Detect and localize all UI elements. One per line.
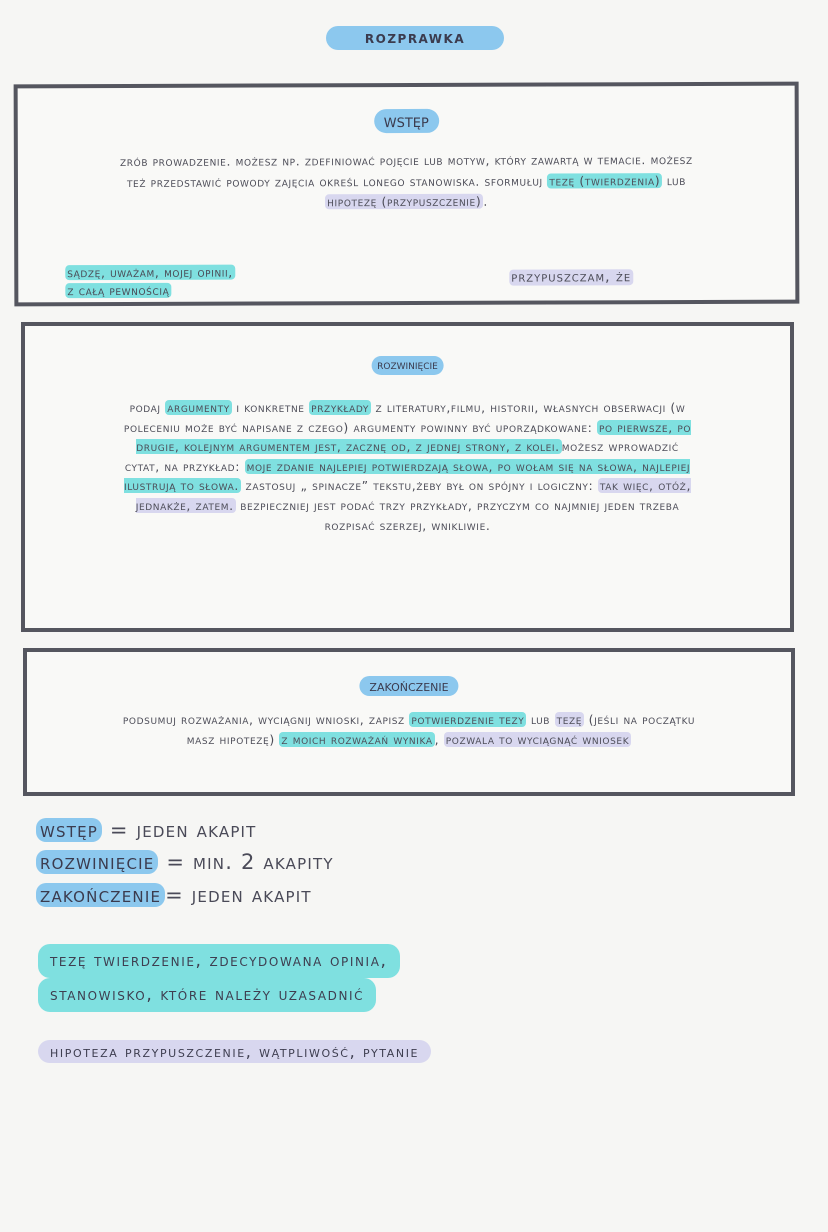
intro-section: [14, 82, 800, 307]
intro-text-part: lub: [662, 172, 686, 188]
thesis-phrases-line: sądzę, uważam, mojej opinii,: [67, 264, 233, 281]
body-text-part: możesz wprowadzić cytat, na przykład:: [124, 439, 679, 474]
hypothesis-definition: hipoteza przypuszczenie, wątpliwość, pytanie: [38, 1040, 431, 1063]
confirmation-highlight: potwierdzenie tezy: [411, 712, 525, 727]
ending-text-part: lub: [526, 712, 555, 727]
summary-value: = min. 2 akapity: [158, 850, 334, 874]
body-text: [25, 398, 790, 535]
thesis-phrases: [65, 264, 235, 301]
body-text-part: z literatury,filmu, historii, własnych obserwacji (w poleceniu może być napisane z czego) argumenty powinny być uporządkowane:: [123, 400, 686, 435]
connectors-highlight: tak więc, otóż, jednakże, zatem.: [135, 478, 692, 513]
ending-text-part: ,: [434, 732, 444, 747]
summary-line: [36, 850, 334, 874]
body-text-part: podaj: [129, 400, 166, 415]
ending-heading: zakończenie: [359, 676, 458, 696]
intro-text: [18, 150, 795, 214]
thesis-definition: [38, 944, 598, 1012]
page-title: rozprawka: [326, 26, 504, 50]
summary-line: [36, 883, 312, 907]
summary-key: rozwinięcie: [36, 850, 158, 874]
summary-key: zakończenie: [36, 883, 165, 907]
intro-text-part: zrób prowadzenie. możesz np. zdefiniować pojęcie lub motyw, który zawartą w temacie. możesz też przedstawić powody zajęcia określ lonego stanowiska. sformułuj: [119, 152, 693, 190]
arguments-highlight: argumenty: [167, 400, 230, 415]
summary-line: [36, 818, 257, 842]
ending-text-part: podsumuj rozważania, wyciągnij wnioski, zapisz: [122, 712, 410, 727]
thesis-phrases-line: z całą pewnością: [67, 282, 170, 299]
body-text-part: zastosuj „ spinacze” tekstu,żeby był on spójny i logiczny:: [240, 478, 598, 494]
thesis-definition-line: stanowisko, które należy uzasadnić: [38, 978, 376, 1012]
body-text-part: i konkretne: [231, 400, 310, 415]
quote-phrases-highlight: moje zdanie najlepiej potwierdzają słowa, po wołam się na słowa, najlepiej ilustrują to słowa.: [123, 458, 691, 494]
summary-key: wstęp: [36, 818, 102, 842]
order-phrases-highlight: po pierwsze, po drugie, kolejnym argumentem jest, zacznę od, z jednej strony, z kolei.: [136, 419, 692, 455]
summary-value: = jeden akapit: [102, 818, 257, 842]
body-heading: rozwinięcie: [371, 356, 444, 375]
body-section: [21, 322, 794, 632]
thesis-definition-line: tezę twierdzenie, zdecydowana opinia,: [38, 944, 400, 978]
ending-section: [23, 648, 795, 796]
conclusion-phrase-highlight: pozwala to wyciągnąć wniosek: [445, 732, 630, 747]
summary-value: = jeden akapit: [165, 883, 312, 907]
conclusion-phrase-highlight: z moich rozważań wynika: [281, 732, 433, 747]
ending-text: [27, 710, 791, 750]
thesis-highlight: tezę (twierdzenia): [549, 172, 661, 189]
ending-text-part: (jeśli na początku masz hipotezę): [186, 712, 696, 747]
body-text-part: bezpieczniej jest podać trzy przykłady, przyczym co najmniej jeden trzeba rozpisać szerzej, wnikliwie.: [235, 497, 680, 533]
hypothesis-highlight: hipotezę (przypuszczenie): [327, 193, 482, 210]
intro-heading: wstęp: [374, 109, 439, 133]
examples-highlight: przykłady: [311, 400, 369, 415]
hypothesis-phrases: przypuszczam, że: [511, 269, 632, 286]
intro-text-part: .: [483, 193, 488, 209]
thesis-highlight: tezę: [556, 712, 583, 727]
